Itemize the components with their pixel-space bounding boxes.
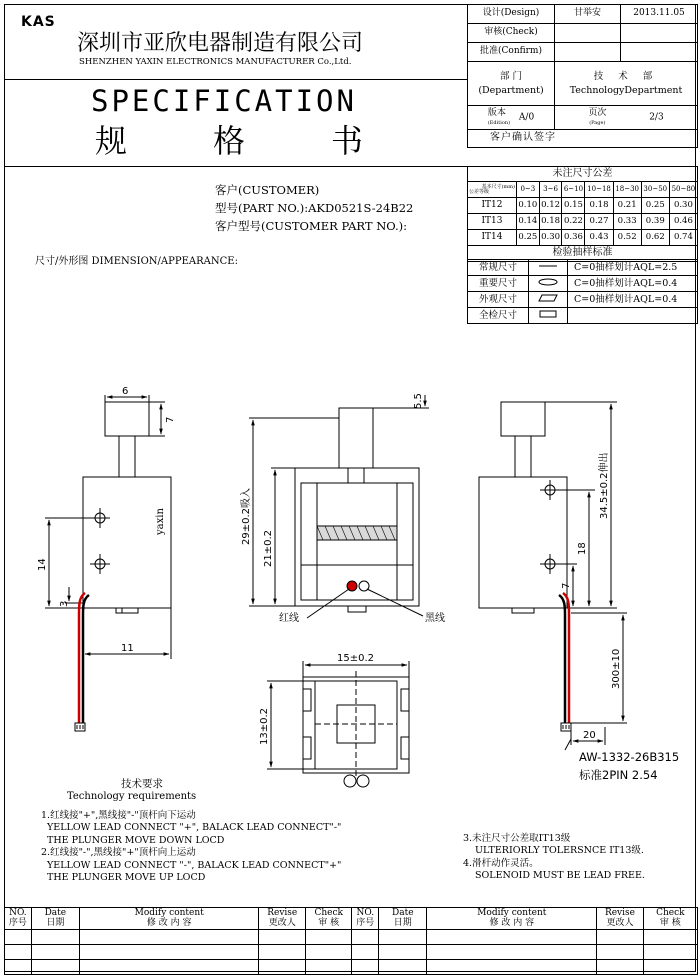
tolerance-range-3: 10~18 [585,182,613,198]
tolerance-value: 0.25 [641,198,669,214]
top-view-bottom [267,661,409,787]
dim-5-5: 5.5 [413,393,424,409]
requirements-title-en: Technology requirements [67,791,197,802]
spec-title-cn-2: 格 [213,122,246,160]
revision-header: NO. 序号 [5,908,32,930]
tolerance-value: 0.25 [517,230,540,246]
department-value: 技 术 部 TechnologyDepartment [555,62,698,106]
tolerance-value: 0.74 [669,230,697,246]
drawing-sheet [4,4,696,972]
front-view-middle [249,395,429,618]
inspection-label: 全检尺寸 [468,308,529,324]
tolerance-value: 0.15 [562,198,585,214]
revision-header: Date 日期 [31,908,79,930]
requirement-line: 3.未注尺寸公差取IT13级 [463,833,571,844]
tolerance-value: 0.10 [517,198,540,214]
wire-spec: AW-1332-26B315 [579,750,680,764]
company-name-cn: 深圳市亚欣电器制造有限公司 [77,31,364,56]
inspection-label: 常规尺寸 [468,260,529,276]
design-date: 2013.11.05 [621,5,698,24]
revision-header: Revise 更改人 [597,908,644,930]
inspection-title: 检验抽样标准 [468,246,698,262]
requirement-line: ULTERIORLY TOLERSNCE IT13级. [475,845,644,857]
dim-29: 29±0.2吸入 [241,487,252,545]
tolerance-range-2: 6~10 [562,182,585,198]
customer-label: 客户(CUSTOMER) [215,183,320,197]
black-wire-label: 黑线 [425,613,445,624]
brand-yaxin: yaxin [155,508,166,535]
tolerance-grade: IT14 [468,230,517,246]
company-logo: KAS [21,14,56,30]
tolerance-value: 0.12 [539,198,562,214]
side-view-left [45,395,171,659]
tolerance-title: 未注尺寸公差 [468,167,698,182]
inspection-table [467,259,698,324]
revision-header: Modify content 修 改 内 容 [79,908,259,930]
tolerance-row [468,214,698,230]
tolerance-row [468,230,698,246]
dim-6: 6 [122,386,129,397]
requirement-line: 4.滑杆动作灵活。 [463,857,539,869]
tolerance-corner-cell: 基本尺寸(mm) 公差等级 [468,182,517,198]
dim-21: 21±0.2 [263,529,274,567]
dim-300: 300±10 [611,648,622,689]
tolerance-grade: IT13 [468,214,517,230]
tolerance-table [467,166,698,262]
requirement-line: 2.红线接"-",黑线接"+"顶杆向上运动 [41,847,196,859]
tolerance-row [468,198,698,214]
dim-14: 14 [37,558,48,571]
revision-row [5,945,698,960]
designer-name: 甘举安 [555,5,621,24]
approval-table [467,4,698,148]
inspection-row [468,276,698,292]
tolerance-value: 0.39 [641,214,669,230]
inspection-row [468,292,698,308]
customer-part-number: 客户型号(CUSTOMER PART NO.): [215,219,408,233]
tolerance-value: 0.22 [562,214,585,230]
header-bottom-line [5,166,467,167]
tolerance-grade: IT12 [468,198,517,214]
revision-header: Date 日期 [379,908,427,930]
revision-header: Modify content 修 改 内 容 [427,908,597,930]
dim-11: 11 [121,643,134,654]
revision-row [5,930,698,945]
tolerance-value: 0.18 [539,214,562,230]
inspection-standard: C=0抽样划计AQL=0.4 [568,276,698,292]
revision-header: Check 审 核 [305,908,351,930]
connector-spec: 标准2PIN 2.54 [579,768,658,782]
tolerance-value: 0.62 [641,230,669,246]
dim-15: 15±0.2 [337,653,375,664]
tolerance-range-5: 30~50 [641,182,669,198]
dim-7b: 7 [561,582,572,589]
requirements-left [41,810,341,884]
tolerance-value: 0.21 [613,198,641,214]
edition-cell: 版本 (Edition) A/0 [468,106,555,130]
requirement-line: THE PLUNGER MOVE DOWN LOCD [47,834,225,846]
tolerance-value: 0.52 [613,230,641,246]
design-label: 设计(Design) [468,5,555,24]
confirm-label: 批准(Confirm) [468,43,555,62]
tolerance-range-1: 3~6 [539,182,562,198]
company-name-en: SHENZHEN YAXIN ELECTRONICS MANUFACTURER Co.,Ltd. [79,57,352,67]
dim-13: 13±0.2 [259,707,270,745]
technical-drawing [5,375,697,795]
dim-34-5: 34.5±0.2伸出 [599,452,610,519]
tolerance-value: 0.43 [585,230,613,246]
requirements-right [463,833,645,883]
inspection-row [468,260,698,276]
tolerance-value: 0.27 [585,214,613,230]
inspection-symbol [529,308,568,324]
tolerance-range-0: 0~3 [517,182,540,198]
header-divider [5,79,467,80]
requirements-title-cn: 技术要求 [121,778,163,790]
dim-20: 20 [583,730,596,741]
requirement-line: YELLOW LEAD CONNECT "+", BALACK LEAD CONNECT"-" [47,822,342,834]
revision-table [4,907,698,975]
tolerance-value: 0.36 [562,230,585,246]
dimension-label: 尺寸/外形图 DIMENSION/APPEARANCE: [35,256,238,267]
inspection-standard: C=0抽样划计AQL=0.4 [568,292,698,308]
tolerance-value: 0.18 [585,198,613,214]
revision-header: Check 审 核 [643,908,697,930]
dim-3: 3 [59,600,70,607]
inspection-standard: C=0抽样划计AQL=2.5 [568,260,698,276]
requirement-line: 1.红线接"+",黑线接"-"顶杆向下运动 [41,810,196,821]
tolerance-value: 0.30 [669,198,697,214]
requirement-line: SOLENOID MUST BE LEAD FREE. [475,870,645,882]
spec-title-cn-1: 规 [95,122,128,160]
inspection-label: 重要尺寸 [468,276,529,292]
requirement-line: YELLOW LEAD CONNECT "-", BALACK LEAD CONNECT"+" [47,859,342,871]
check-label: 审核(Check) [468,24,555,43]
requirement-line: THE PLUNGER MOVE UP LOCD [47,872,206,884]
department-label: 部 门 (Department) [468,62,555,106]
spec-title-cn-3: 书 [331,122,364,160]
inspection-label: 外观尺寸 [468,292,529,308]
spec-title-en: SPECIFICATION [91,84,357,118]
tolerance-value: 0.33 [613,214,641,230]
revision-header: NO. 序号 [352,908,379,930]
customer-confirm-label: 客户确认签字 [468,130,698,148]
inspection-symbol [529,260,568,276]
page-cell: 页次 (Page) 2/3 [555,106,698,130]
part-number: 型号(PART NO.):AKD0521S-24B22 [215,201,414,215]
tolerance-range-6: 50~80 [669,182,697,198]
tolerance-range-4: 18~30 [613,182,641,198]
tolerance-value: 0.30 [539,230,562,246]
revision-row [5,960,698,975]
tolerance-value: 0.14 [517,214,540,230]
tolerance-value: 0.46 [669,214,697,230]
dim-18: 18 [577,542,588,555]
inspection-symbol [529,292,568,308]
revision-header: Revise 更改人 [259,908,306,930]
red-wire-label: 红线 [279,613,299,624]
inspection-symbol [529,276,568,292]
inspection-row [468,308,698,324]
inspection-standard [568,308,698,324]
dim-7: 7 [165,416,176,423]
